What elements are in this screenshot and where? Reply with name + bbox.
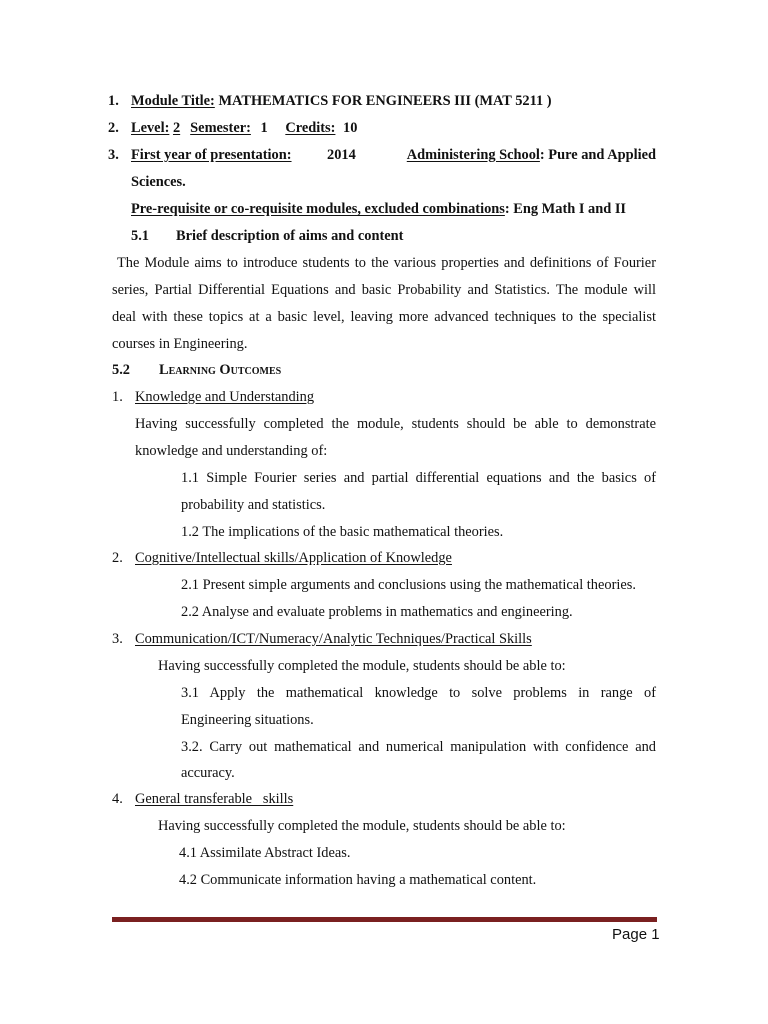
credits-label: Credits: [285,120,336,136]
outcome-4-2: 4.2 Communicate information having a mathematical content. [179,872,537,888]
module-title-value: MATHEMATICS FOR ENGINEERS III (MAT 5211 ) [218,93,552,109]
level-row [131,119,357,137]
admin-school-value: : Pure and Applied [539,147,656,163]
prereq-value: : Eng Math I and II [504,201,627,217]
outcome-1-1-line-1: 1.1 Simple Fourier series and partial differential equations and the basics of [181,470,656,486]
aims-line-1: The Module aims to introduce students to the various properties and definitions of Fourier [117,255,656,271]
outcome-1-intro-line-1: Having successfully completed the module, students should be able to demonstrate [135,416,656,432]
page-number: Page 1 [612,926,660,943]
first-year-label: First year of presentation: [131,147,292,163]
aims-line-4: courses in Engineering. [112,336,248,352]
semester-label: Semester: [190,120,251,136]
outcome-3-2-line-1: 3.2. Carry out mathematical and numerical manipulation with confidence and [181,739,656,755]
outcome-2-2: 2.2 Analyse and evaluate problems in mathematics and engineering. [181,604,573,620]
outcome-4-title: General transferable skills [135,791,294,807]
outcome-1-intro-line-2: knowledge and understanding of: [135,443,328,459]
section-5-1-number: 5.1 [131,228,149,244]
prereq-label: Pre-requisite or co-requisite modules, excluded combinations [131,201,505,217]
level-label: Level: [131,120,170,136]
item-3-number: 3. [108,147,119,163]
outcome-2-number: 2. [112,550,123,566]
module-title-label: Module Title: [131,93,215,109]
outcome-3-title: Communication/ICT/Numeracy/Analytic Techniques/Practical Skills [135,631,532,647]
admin-school-label: Administering School [406,147,540,163]
item-1-number: 1. [108,93,119,109]
admin-school-continuation: Sciences. [131,174,186,190]
aims-line-2: series, Partial Differential Equations and basic Probability and Statistics. The module will [112,282,656,298]
module-title-row [131,92,552,110]
outcome-1-number: 1. [112,389,123,405]
outcome-3-1-line-2: Engineering situations. [181,712,314,728]
semester-value: 1 [260,120,268,136]
outcome-2-title: Cognitive/Intellectual skills/Application of Knowledge [135,550,452,566]
outcome-3-2-line-2: accuracy. [181,765,235,781]
outcome-4-1: 4.1 Assimilate Abstract Ideas. [179,845,351,861]
outcome-3-1-line-1: 3.1 Apply the mathematical knowledge to solve problems in range of [181,685,656,701]
outcome-1-title: Knowledge and Understanding [135,389,315,405]
section-5-2-title: Learning Outcomes [159,362,282,378]
outcome-3-number: 3. [112,631,123,647]
section-5-1-title: Brief description of aims and content [176,228,404,244]
outcome-1-1-line-2: probability and statistics. [181,497,326,513]
section-5-2-number: 5.2 [112,362,130,378]
outcome-4-intro: Having successfully completed the module, students should be able to: [158,818,566,834]
aims-line-3: deal with these topics at a basic level, leaving more advanced techniques to the specialist [112,309,656,325]
outcome-1-2: 1.2 The implications of the basic mathematical theories. [181,524,504,540]
first-year-value: 2014 [327,147,356,163]
outcome-2-1: 2.1 Present simple arguments and conclusions using the mathematical theories. [181,577,636,593]
outcome-3-intro: Having successfully completed the module, students should be able to: [158,658,566,674]
item-2-number: 2. [108,120,119,136]
outcome-4-number: 4. [112,791,123,807]
admin-school [407,146,656,164]
credits-value: 10 [343,120,358,136]
level-value: 2 [172,120,181,136]
first-year-row [131,146,656,164]
prereq-row [131,200,626,218]
footer-rule [112,917,657,922]
